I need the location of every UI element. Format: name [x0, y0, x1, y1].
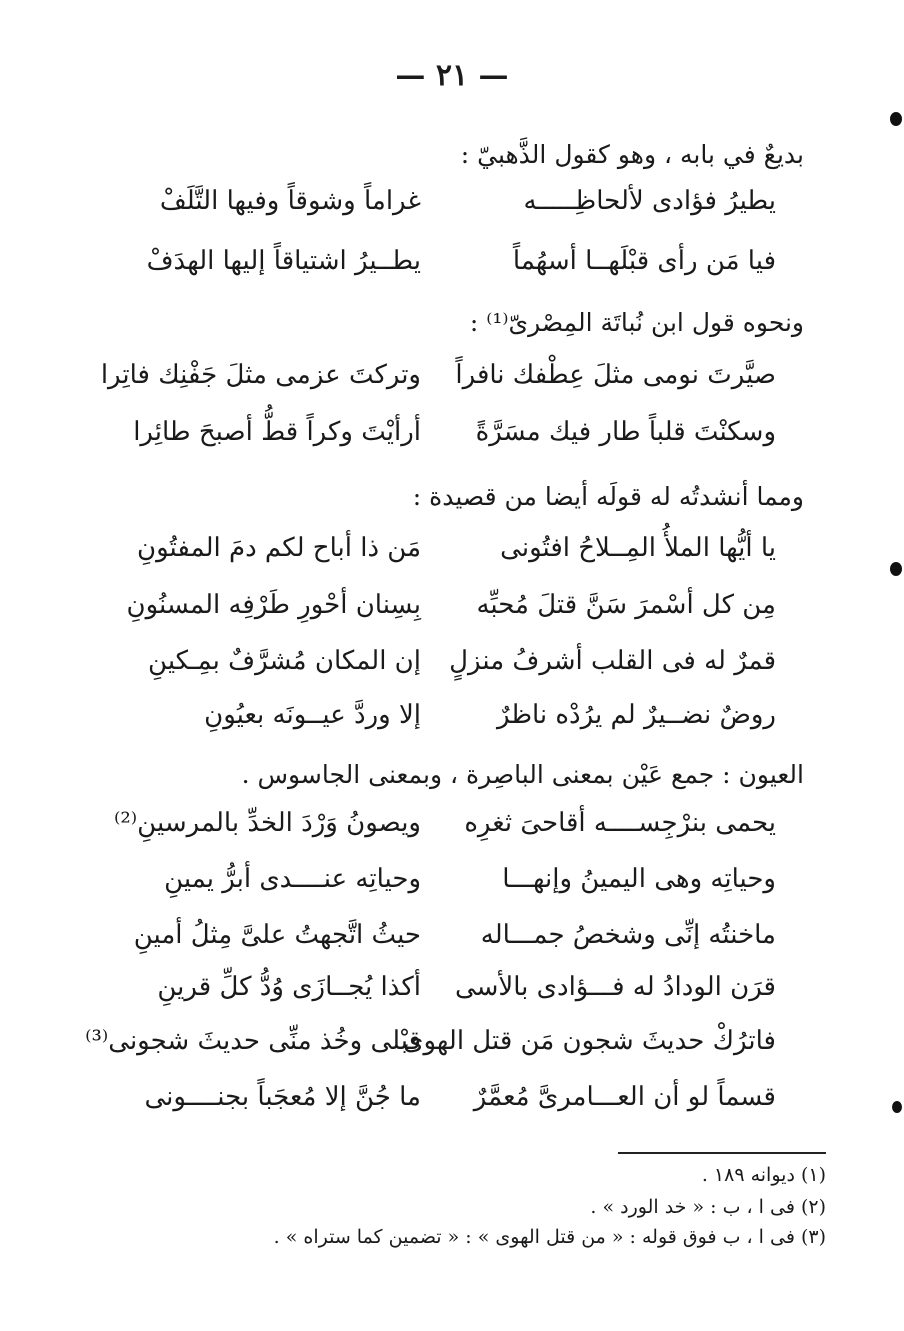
verse-row: [113, 808, 776, 854]
scan-speck: [892, 1101, 902, 1113]
verse-row: [116, 533, 776, 579]
verse-first-hemistich: مِن كل أسْمرَ سَنَّ قتلَ مُحبِّه: [476, 590, 776, 620]
verse-row: [85, 1026, 776, 1072]
verse-row: [116, 590, 776, 636]
verse-first-hemistich: فيا مَن رأى قبْلَهــا أسهُماً: [512, 246, 776, 276]
verse-second-hemistich: غراماً وشوقاً وفيها التَّلَفْ: [159, 186, 421, 216]
verse-row: [116, 246, 776, 292]
verse-second-hemistich: أكذا يُجــازَى وُدُّ كلِّ قرينِ: [157, 972, 421, 1002]
verse-second-hemistich: ما جُنَّ إلا مُعجَباً بجنــــونى: [144, 1082, 421, 1112]
verse-row: [116, 864, 776, 910]
verse-second-hemistich: وحياتِه عنــــدى أبرُّ يمينِ: [164, 864, 421, 894]
verse-first-hemistich: فاترُكْ حديثَ شجون مَن قتل الهوى: [403, 1026, 776, 1056]
verse-second-hemistich: قبْلى وخُذ منِّى حديثَ شجونى⁽³⁾: [85, 1026, 421, 1056]
verse-row: [100, 360, 776, 406]
verse-row: [116, 700, 776, 746]
scan-speck: [890, 112, 902, 126]
intro-line-4: العيون : جمع عَيْن بمعنى الباصِرة ، وبمعنى الجاسوس .: [241, 760, 804, 789]
footnote-2: (٢) فى ا ، ب : « خد الورد » .: [590, 1196, 826, 1218]
footnote-3: (٣) فى ا ، ب فوق قوله : « من قتل الهوى » : « تضمين كما ستراه » .: [273, 1226, 826, 1248]
verse-second-hemistich: إلا وردَّ عيــونَه بعيُونِ: [204, 700, 421, 730]
verse-first-hemistich: وحياتِه وهى اليمينُ وإنهـــا: [502, 864, 776, 894]
verse-row: [116, 972, 776, 1018]
verse-first-hemistich: صيَّرتَ نومى مثلَ عِطْفك نافراً: [455, 360, 776, 390]
scan-speck: [890, 562, 902, 576]
footnote-1: (١) ديوانه ١٨٩ .: [701, 1164, 826, 1186]
verse-second-hemistich: أرأيْتَ وكراً قطُّ أصبحَ طائِرا: [133, 417, 421, 447]
verse-first-hemistich: ماخنتُه إنِّى وشخصُ جمـــاله: [480, 920, 776, 950]
verse-first-hemistich: يطيرُ فؤادى لألحاظِـــــه: [523, 186, 776, 216]
verse-first-hemistich: وسكنْتَ قلباً طار فيك مسَرَّةً: [475, 417, 776, 447]
intro-line-3: ومما أنشدتُه له قولَه أيضا من قصيدة :: [412, 482, 804, 511]
page-number: — ٢١ —: [395, 58, 509, 93]
verse-second-hemistich: يطــيرُ اشتياقاً إليها الهدَفْ: [146, 246, 421, 276]
verse-second-hemistich: بِسِنان أحْورِ طَرْفِه المسنُونِ: [126, 590, 421, 620]
intro-line-1: بديعٌ في بابه ، وهو كقول الذَّهبيّ :: [460, 140, 804, 169]
verse-first-hemistich: قسماً لو أن العـــامرىَّ مُعمَّرٌ: [473, 1082, 776, 1112]
verse-row: [116, 417, 776, 463]
verse-first-hemistich: روضٌ نضــيرٌ لم يرُدْه ناظرٌ: [496, 700, 776, 730]
verse-second-hemistich: مَن ذا أباح لكم دمَ المفتُونِ: [137, 533, 421, 563]
verse-first-hemistich: يا أيُّها الملأُ المِــلاحُ افتُونى: [500, 533, 776, 563]
verse-first-hemistich: قرَن الودادُ له فـــؤادى بالأسى: [454, 972, 776, 1002]
footnote-separator: [618, 1152, 826, 1154]
verse-row: [116, 646, 776, 692]
verse-first-hemistich: يحمى بنرْجِســــه أقاحىَ ثغرِه: [464, 808, 776, 838]
intro-line-2: ونحوه قول ابن نُباتَة المِصْرىّ⁽¹⁾ :: [469, 308, 804, 337]
verse-second-hemistich: حيثُ اتَّجهتُ علىَّ مِثلُ أمينِ: [133, 920, 421, 950]
verse-first-hemistich: قمرٌ له فى القلب أشرفُ منزلٍ: [449, 646, 776, 676]
verse-second-hemistich: وتركتَ عزمى مثلَ جَفْنِك فاتِرا: [100, 360, 421, 390]
verse-second-hemistich: إن المكان مُشرَّفٌ بمِـكينِ: [148, 646, 421, 676]
verse-row: [116, 1082, 776, 1128]
verse-row: [116, 186, 776, 232]
verse-second-hemistich: ويصونُ وَرْدَ الخدِّ بالمرسينِ⁽²⁾: [113, 808, 421, 838]
verse-row: [116, 920, 776, 966]
